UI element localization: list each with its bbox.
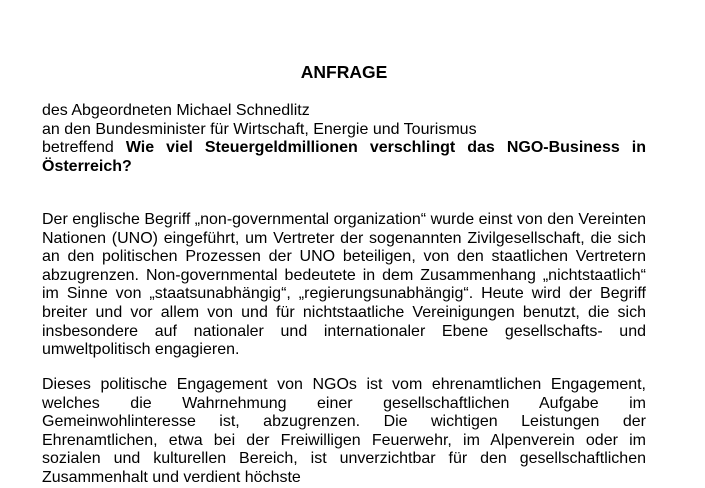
inquiry-subject-line <box>42 139 646 176</box>
body-paragraph: Dieses politische Engagement von NGOs ist vom ehrenamtlichen Engagement, welches die Wahrnehmung einer gesellschaftlichen Aufgabe im Gemeinwohlinteresse ist, abzugrenzen. Die wichtigen Leistungen der Ehrenamtlichen, etwa bei der Freiwilligen Feuerwehr, im Alpenverein oder im sozialen und kulturellen Bereich, ist unverzichtbar für den gesellschaftlichen Zusammenhalt und verdient höchste <box>42 376 646 486</box>
inquiry-subject: Wie viel Steuergeldmillionen verschlingt das NGO-Business in Österreich? <box>42 139 647 175</box>
subject-prefix: betreffend <box>42 139 114 157</box>
body-paragraph: Der englische Begriff „non-governmental organization“ wurde einst von den Vereinten Nationen (UNO) eingeführt, um Vertreter der sogenannten Zivilgesellschaft, die sich an den politischen Prozessen der UNO beteiligen, von den staatlichen Vertretern abzugrenzen. Non-governmental bedeutete in dem Zusammenhang „nichtstaatlich“ im Sinne von „staatsunabhängig“, „regierungsunabhängig“. Heute wird der Begriff breiter und vor allem von und für nichtstaatliche Vereinigungen benutzt, die sich insbesondere auf nationaler und internationaler Ebene gesellschafts- und umweltpolitisch engagieren. <box>42 211 646 359</box>
document-title: ANFRAGE <box>300 62 388 82</box>
inquiry-from: des Abgeordneten Michael Schnedlitz <box>42 102 310 119</box>
inquiry-to: an den Bundesminister für Wirtschaft, Energie und Tourismus <box>42 120 477 138</box>
inquiry-header <box>42 102 646 176</box>
